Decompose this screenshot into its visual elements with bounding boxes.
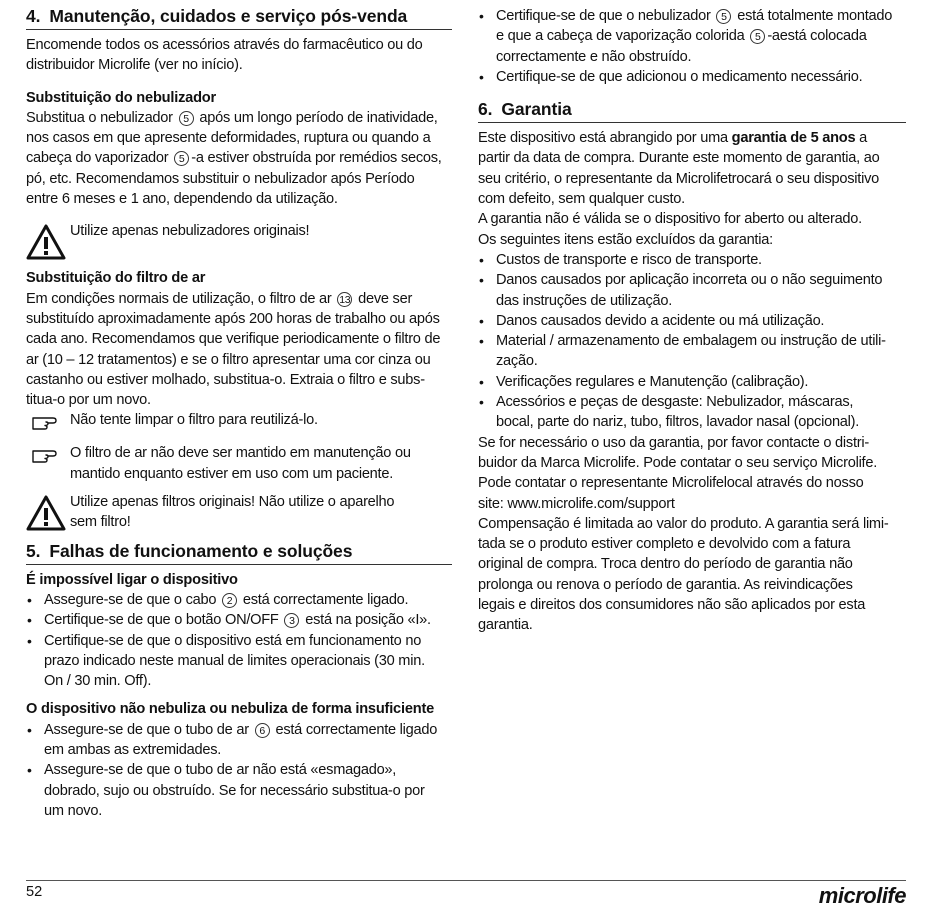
subheading-filter: Substituição do filtro de ar bbox=[26, 270, 206, 287]
list-item: • Certifique-se de que o nebulizador 5 está totalmente montado e que a cabeça de vaporização colorida 5 -aestá colocada correctamente e não obstruído. bbox=[479, 8, 893, 65]
subheading-nebulizer: Substituição do nebulizador bbox=[26, 89, 216, 106]
paragraph: Os seguintes itens estão excluídos da garantia: bbox=[478, 231, 773, 248]
bullet-list bbox=[478, 6, 906, 87]
warning-icon bbox=[26, 495, 66, 531]
paragraph: Substitua o nebulizador 5 após um longo período de inatividade, nos casos em que apresente deformidades, ruptura ou quando a cabeça do vaporizador 5 -a estiver obstruída por remédios secos, pó, etc. Recomendamos substituir o nebulizador após Período entre 6 meses e 1 ano, dependendo da utilização. bbox=[26, 109, 442, 208]
paragraph: Se for necessário o uso da garantia, por favor contacte o distri- buidor da Marca Microlife. Pode contatar o seu serviço Microlife. Pode contatar o representante Microlifelocal através do nosso site: www.microlife.com/support bbox=[478, 434, 878, 512]
subheading: O dispositivo não nebuliza ou nebuliza de forma insuficiente bbox=[26, 701, 435, 718]
note: Não tente limpar o filtro para reutilizá-lo. bbox=[26, 410, 452, 431]
list-item: • Certifique-se de que o dispositivo está em funcionamento no prazo indicado neste manual de limites operacionais (30 min. On / 30 min. Off). bbox=[27, 632, 425, 690]
left-column bbox=[26, 6, 452, 821]
ref-number: 5 bbox=[174, 151, 189, 166]
ref-number: 6 bbox=[255, 723, 270, 738]
list-item: • Acessórios e peças de desgaste: Nebulizador, máscaras, bocal, parte do nariz, tubo, filtros, lavador nasal (opcional). bbox=[479, 394, 860, 431]
page-number: 52 bbox=[26, 884, 43, 900]
bullet-list bbox=[26, 590, 452, 691]
list-item: • Assegure-se de que o tubo de ar não está «esmagado», dobrado, sujo ou obstruído. Se for necessário substitua-o por um novo. bbox=[27, 762, 425, 819]
ref-number: 5 bbox=[750, 29, 765, 44]
section-5-heading: 5. Falhas de funcionamento e soluções bbox=[26, 541, 452, 565]
paragraph: Em condições normais de utilização, o filtro de ar 13 deve ser substituído aproximadamente após 200 horas de trabalho ou após cada ano. Recomendamos que verifique periodicamente o filtro de ar (10 – 12 tratamentos) e se o filtro apresentar uma cor cinza ou castanho ou estiver molhado, substitua-o. Extraia o filtro e subs- titua-o por um novo. bbox=[26, 290, 441, 409]
ref-number: 5 bbox=[179, 111, 194, 126]
paragraph: Este dispositivo está abrangido por uma garantia de 5 anos a partir da data de compra. Durante este momento de garantia, ao seu critério, o representante da Microlifetrocará o seu dispositivo com defeito, sem qualquer custo. bbox=[478, 130, 880, 208]
list-item: • Custos de transporte e risco de transporte. bbox=[479, 251, 762, 268]
ref-number: 13 bbox=[339, 293, 351, 306]
list-item: • Assegure-se de que o tubo de ar 6 está correctamente ligado em ambas as extremidades. bbox=[27, 721, 438, 759]
list-item: • Danos causados por aplicação incorreta ou o não seguimento das instruções de utilização. bbox=[479, 272, 883, 309]
ref-number: 3 bbox=[284, 613, 299, 628]
warning-note: Utilize apenas nebulizadores originais! bbox=[26, 221, 452, 260]
list-item: • Assegure-se de que o cabo 2 está correctamente ligado. bbox=[27, 591, 409, 608]
list-item: • Certifique-se de que adicionou o medicamento necessário. bbox=[479, 68, 863, 85]
warning-icon bbox=[26, 224, 66, 260]
list-item: • Material / armazenamento de embalagem ou instrução de utili- zação. bbox=[479, 333, 886, 370]
list-item: • Danos causados devido a acidente ou má utilização. bbox=[479, 312, 825, 329]
section-6-heading: 6. Garantia bbox=[478, 99, 906, 123]
right-column bbox=[478, 6, 906, 636]
paragraph: Compensação é limitada ao valor do produto. A garantia será limi- tada se o produto estiver completo e devolvido com a fatura original de compra. Troca dentro do período de garantia não prolonga ou renova o período de garantia. As reivindicações legais e direitos dos consumidores não são aplicados por esta garantia. bbox=[478, 515, 889, 634]
list-item: • Verificações regulares e Manutenção (calibração). bbox=[479, 373, 809, 390]
warning-note: Utilize apenas filtros originais! Não utilize o aparelho sem filtro! bbox=[26, 492, 452, 533]
footer-divider bbox=[26, 880, 906, 881]
microlife-logo: microlife bbox=[818, 883, 906, 908]
section-4-heading: 4. Manutenção, cuidados e serviço pós-venda bbox=[26, 6, 452, 30]
pointing-hand-icon bbox=[26, 443, 70, 464]
exclusions-list bbox=[478, 250, 906, 433]
bullet-list bbox=[26, 720, 452, 821]
ref-number: 5 bbox=[716, 9, 731, 24]
note: O filtro de ar não deve ser mantido em manutenção ou mantido enquanto estiver em uso com um paciente. bbox=[26, 443, 452, 484]
list-item: • Certifique-se de que o botão ON/OFF 3 está na posição «I». bbox=[27, 612, 431, 629]
paragraph: A garantia não é válida se o dispositivo for aberto ou alterado. bbox=[478, 211, 862, 228]
ref-number: 2 bbox=[222, 593, 237, 608]
subheading: É impossível ligar o dispositivo bbox=[26, 571, 238, 588]
paragraph: Encomende todos os acessórios através do farmacêutico ou do distribuidor Microlife (ver no início). bbox=[26, 37, 423, 74]
pointing-hand-icon bbox=[26, 410, 70, 431]
